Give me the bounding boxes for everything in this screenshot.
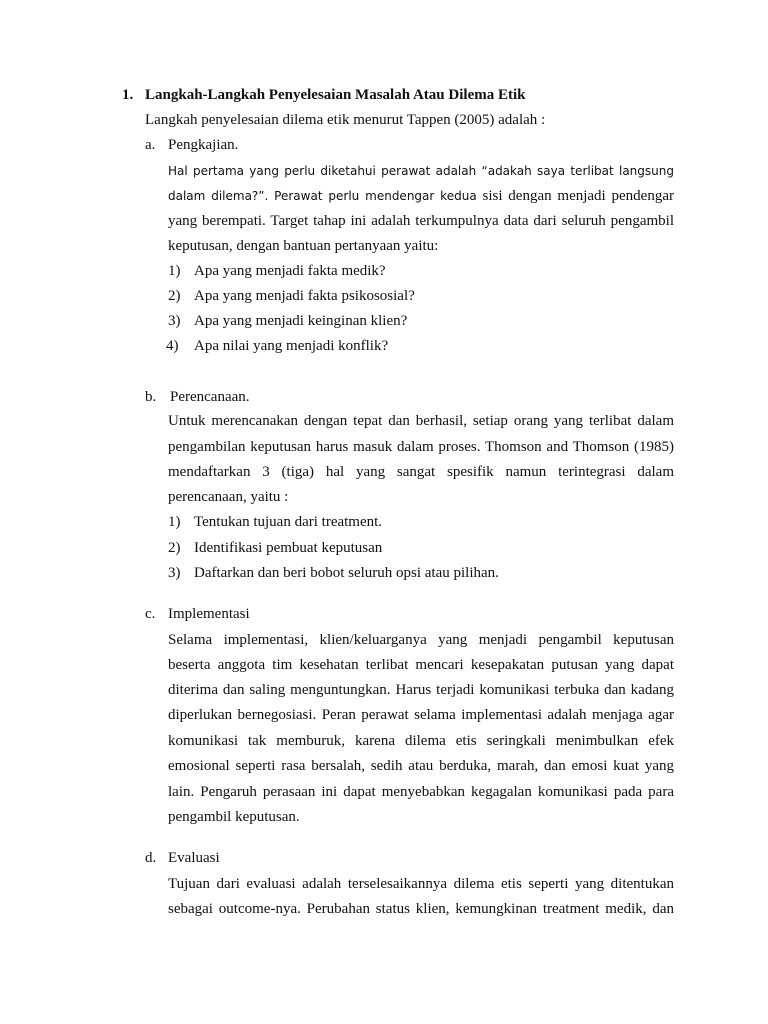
- section-marker: a.: [145, 137, 156, 153]
- paragraph-line: [168, 186, 674, 206]
- section-title: Evaluasi: [168, 850, 220, 866]
- paragraph-line: pengambil keputusan.: [168, 809, 300, 825]
- section-marker: d.: [145, 850, 157, 866]
- paragraph-line: keputusan, dengan bantuan pertanyaan yaitu:: [168, 238, 439, 254]
- list-item-text: Daftarkan dan beri bobot seluruh opsi atau pilihan.: [194, 565, 499, 581]
- paragraph-line: yang berempati. Target tahap ini adalah terkumpulnya data dari seluruh pengambil: [168, 213, 674, 229]
- list-item-text: Identifikasi pembuat keputusan: [194, 540, 383, 556]
- section-title: Perencanaan.: [170, 389, 250, 405]
- paragraph-line: beserta anggota tim kesehatan terlibat mencari kesepakatan putusan yang dapat: [168, 657, 674, 673]
- list-item-marker: 3): [168, 565, 181, 581]
- paragraph-line: Untuk merencanakan dengan tepat dan berhasil, setiap orang yang terlibat dalam: [168, 413, 674, 429]
- section-marker: c.: [145, 606, 156, 622]
- paragraph-line: Hal pertama yang perlu diketahui perawat adalah “adakah saya terlibat langsung: [168, 164, 674, 178]
- section-title: Pengkajian.: [168, 137, 239, 153]
- paragraph-line: sebagai outcome-nya. Perubahan status klien, kemungkinan treatment medik, dan: [168, 901, 674, 917]
- section-marker: b.: [145, 389, 157, 405]
- list-item-marker: 2): [168, 288, 181, 304]
- list-item-text: Tentukan tujuan dari treatment.: [194, 514, 383, 530]
- paragraph-line: perencanaan, yaitu :: [168, 489, 289, 505]
- list-item-marker: 3): [168, 313, 181, 329]
- section-title: Implementasi: [168, 606, 250, 622]
- list-item-marker: 1): [168, 514, 181, 530]
- paragraph-line-segment: sisi dengan menjadi pendengar: [482, 188, 674, 204]
- heading-title: Langkah-Langkah Penyelesaian Masalah Atau Dilema Etik: [145, 87, 526, 103]
- paragraph-line: lain. Pengaruh perasaan ini dapat menyebabkan kegagalan komunikasi pada para: [168, 784, 674, 800]
- list-item-marker: 1): [168, 263, 181, 279]
- paragraph-line: Selama implementasi, klien/keluarganya yang menjadi pengambil keputusan: [168, 632, 674, 648]
- heading-number: 1.: [122, 87, 134, 103]
- paragraph-line: diterima dan saling menguntungkan. Harus terjadi komunikasi terbuka dan kadang: [168, 682, 674, 698]
- paragraph-line: diperlukan bernegosiasi. Peran perawat selama implementasi adalah menjaga agar: [168, 707, 674, 723]
- paragraph-line-segment: dalam dilema?”. Perawat perlu mendengar kedua: [168, 189, 477, 203]
- paragraph-line: emosional seperti rasa bersalah, sedih atau berduka, marah, dan emosi kuat yang: [168, 758, 674, 774]
- intro-text: Langkah penyelesaian dilema etik menurut Tappen (2005) adalah :: [145, 112, 546, 128]
- paragraph-line: Tujuan dari evaluasi adalah terselesaikannya dilema etis seperti yang ditentukan: [168, 876, 674, 892]
- paragraph-line: mendaftarkan 3 (tiga) hal yang sangat spesifik namun terintegrasi dalam: [168, 464, 674, 480]
- list-item-text: Apa yang menjadi fakta medik?: [194, 263, 386, 279]
- paragraph-line: komunikasi tak memburuk, karena dilema etis seringkali menimbulkan efek: [168, 733, 674, 749]
- paragraph-line: pengambilan keputusan harus masuk dalam proses. Thomson and Thomson (1985): [168, 439, 674, 455]
- list-item-text: Apa yang menjadi keinginan klien?: [194, 313, 408, 329]
- list-item-text: Apa nilai yang menjadi konflik?: [194, 338, 389, 354]
- list-item-text: Apa yang menjadi fakta psikososial?: [194, 288, 415, 304]
- list-item-marker: 2): [168, 540, 181, 556]
- list-item-marker: 4): [166, 338, 179, 354]
